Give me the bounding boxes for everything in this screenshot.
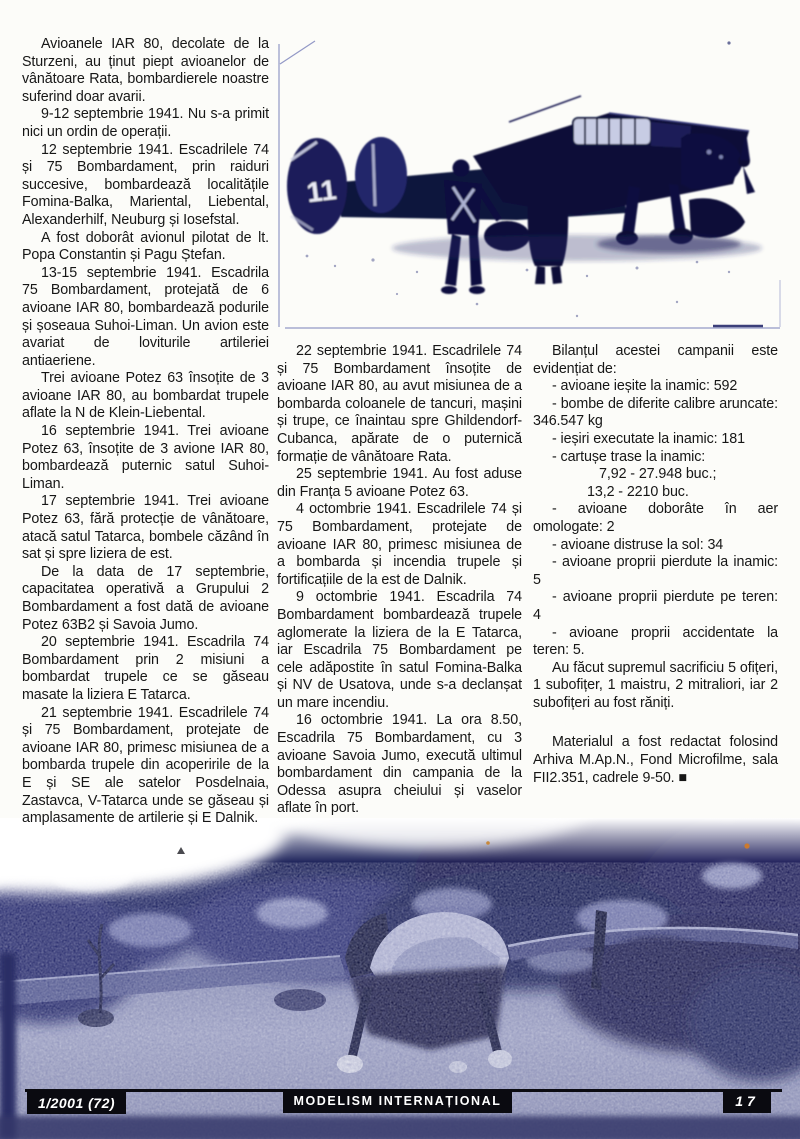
paragraph: 22 septembrie 1941. Escadrilele 74 și 75 Bombardament însoțite de avioane IAR 80, au avut misiunea de a bombarda coloanele de tancuri, mașini și trupe, ce înaintau spre Ghildendorf-Cubanca, apărate de o puternică formație de vânătoare Rata. <box>277 343 522 465</box>
stat-line: - bombe de diferite calibre aruncate: 346.547 kg <box>533 395 778 430</box>
ground-speckles <box>306 255 731 318</box>
magazine-title: MODELISM INTERNAȚIONAL <box>283 1089 512 1113</box>
paragraph: 20 septembrie 1941. Escadrila 74 Bombardament prin 2 misiuni a bombardat trupele ce se găseau masate la liziera E Tatarca. <box>22 634 269 703</box>
paragraph: 12 septembrie 1941. Escadrilele 74 și 75 Bombardament, prin raiduri succesive, bombardează localitățile Fomina-Balka, Mariental, Liebental, Alexanderhilf, Neuburg și Iosefstal. <box>22 141 269 228</box>
tail-number: 11 <box>304 174 339 209</box>
cockpit-canopy <box>573 118 651 145</box>
paragraph: 21 septembrie 1941. Escadrilele 74 și 75 Bombardament, protejate de avioane IAR 80, primesc misiunea de a bombarda trupele din acoperirile de la E și SE ale satelor Posdelnaia, Zastavca, V-Tatarca unde se găseau și amplasamente de artilerie și E Dalnik. <box>22 704 269 827</box>
issue-label: 1/2001 (72) <box>27 1091 126 1114</box>
paragraph: A fost doborât avionul pilotat de lt. Popa Constantin și Pagu Ștefan. <box>22 229 269 264</box>
orange-speck <box>744 843 749 848</box>
paragraph: 16 octombrie 1941. La ora 8.50, Escadrila 75 Bombardament, cu 3 avioane Savoia Jumo, execută ultimul bombardament din campania de la Odessa asupra cheiului și vaselor aflate în port. <box>277 712 522 817</box>
stat-line: - avioane proprii accidentate la teren: 5. <box>533 624 778 659</box>
stat-line: - avioane proprii pierdute la inamic: 5 <box>533 554 778 588</box>
ink-speck <box>177 847 185 854</box>
stat-line: - ieșiri executate la inamic: 181 <box>552 430 745 447</box>
stat-line: - avioane ieșite la inamic: 592 <box>552 378 738 395</box>
paragraph: Avioanele IAR 80, decolate de la Sturzeni, au ținut piept avioanelor de vânătoare Rata, bombardierele noastre suferind doar avarii. <box>22 36 269 105</box>
text-column-1 <box>22 36 269 828</box>
orange-speck <box>486 841 490 845</box>
paragraph: Trei avioane Potez 63 însoțite de 3 avioane IAR 80, au bombardat trupele aflate la N de Klein-Liebental. <box>22 370 269 422</box>
source-note: Materialul a fost redactat folosind Arhiva M.Ap.N., Fond Microfilme, sala FII2.351, cadrele 9-50. ■ <box>533 734 778 786</box>
text-column-2 <box>277 343 522 818</box>
photo-bottom-edge <box>0 1116 800 1139</box>
aircraft-silhouette <box>287 96 762 294</box>
paragraph: 4 octombrie 1941. Escadrilele 74 și 75 Bombardament, protejate de avioane IAR 80, primesc misiunea de a bombarda și incendia trupele și fortificațiile de la est de Dalnik. <box>277 501 522 588</box>
paragraph: 9 octombrie 1941. Escadrila 74 Bombardament bombardează trupele aglomerate la liziera de la E Tatarca, iar Escadrila 75 Bombardament pe cele adăpostite în satul Fomina-Balka și NV de Usatova, unde s-a declanșat un mare incendiu. <box>277 589 522 711</box>
tail-fin-far <box>355 137 407 213</box>
stat-line: - avioane distruse la sol: 34 <box>552 536 724 553</box>
paragraph: Au făcut supremul sacrificiu 5 ofițeri, 1 subofițer, 1 maistru, 2 mitraliori, iar 2 subofițeri au fost răniți. <box>533 659 778 711</box>
top-photo <box>277 34 786 335</box>
stat-line: - cartușe trase la inamic: <box>552 448 706 465</box>
paragraph: De la data de 17 septembrie, capacitatea operativă a Grupului 2 Bombardament a fost dată de avioane Potez 63B2 și Savoia Jumo. <box>22 563 269 633</box>
paragraph: 25 septembrie 1941. Au fost aduse din Franța 5 avioane Potez 63. <box>277 466 522 500</box>
paragraph: 16 septembrie 1941. Trei avioane Potez 63, însoțite de 3 avione IAR 80, bombardează puternic satul Suhoi-Liman. <box>22 423 269 492</box>
stat-line: - avioane doborâte în aer omologate: 2 <box>533 501 778 535</box>
stat-line: 7,92 - 27.948 buc.; <box>599 466 717 483</box>
text-column-3 <box>533 343 778 787</box>
paragraph: 9-12 septembrie 1941. Nu s-a primit nici un ordin de operații. <box>22 106 269 140</box>
propeller-blade <box>743 166 755 194</box>
paragraph: 17 septembrie 1941. Trei avioane Potez 63, fără protecție de vânătoare, atacă satul Tatarca, bombele căzând în sat și spre liziera de est. <box>22 493 269 563</box>
paragraph: Bilanțul acestei campanii este evidențiat de: <box>533 343 778 377</box>
stat-line: - avioane proprii pierdute pe teren: 4 <box>533 589 778 623</box>
paragraph: 13-15 septembrie 1941. Escadrila 75 Bombardament, protejată de 6 avioane IAR 80, bombardează podurile și șoseaua Suhoi-Liman. Un avion este avariat de loviturile artileriei antiaeriene. <box>22 264 269 369</box>
paper-speck <box>727 41 730 44</box>
stat-line: 13,2 - 2210 buc. <box>587 483 689 500</box>
antenna-wire <box>509 96 581 122</box>
page-number: 17 <box>723 1089 771 1113</box>
